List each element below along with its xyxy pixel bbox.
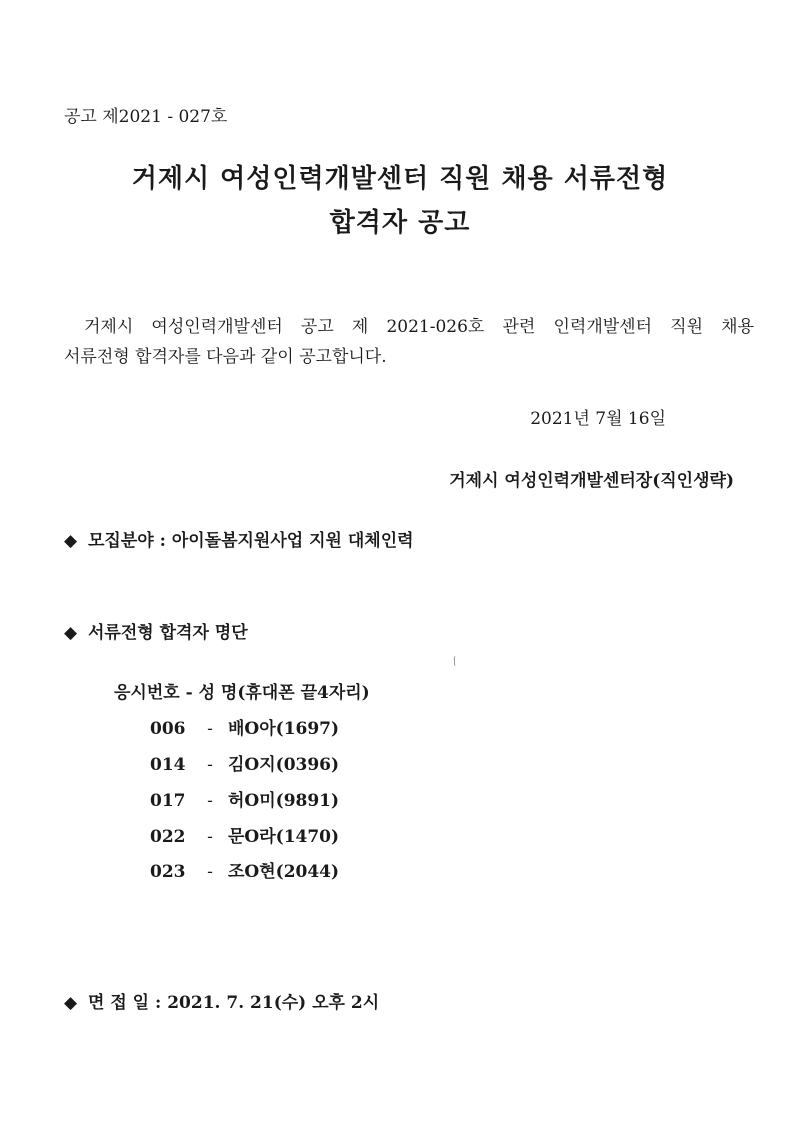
diamond-bullet-icon: ◆	[64, 531, 78, 551]
candidate-row	[150, 786, 339, 811]
candidate-number: 006	[150, 719, 186, 739]
candidate-name: 김O지(0396)	[228, 755, 340, 775]
candidate-list-header: 응시번호 - 성 명(휴대폰 끝4자리)	[114, 683, 370, 703]
notice-date: 2021년 7월 16일	[530, 409, 666, 429]
candidate-row	[150, 750, 339, 775]
candidate-list-section	[64, 618, 248, 643]
candidate-number: 017	[150, 791, 186, 811]
interview-date-text: 면 접 일 : 2021. 7. 21(수) 오후 2시	[88, 993, 380, 1013]
candidate-name: 허O미(9891)	[228, 791, 340, 811]
candidate-row	[150, 714, 339, 739]
candidate-name: 문O라(1470)	[228, 827, 340, 847]
candidate-name: 조O현(2044)	[228, 862, 340, 882]
recruitment-field-text: 모집분야 : 아이돌봄지원사업 지원 대체인력	[88, 531, 414, 551]
issuer: 거제시 여성인력개발센터장(직인생략)	[449, 471, 734, 491]
candidate-row	[150, 857, 339, 882]
candidate-list-title: 서류전형 합격자 명단	[88, 623, 248, 643]
candidate-dash: -	[207, 755, 213, 775]
interview-date-section	[64, 988, 379, 1013]
scan-mark	[454, 656, 458, 666]
candidate-number: 022	[150, 827, 186, 847]
candidate-number: 023	[150, 862, 186, 882]
candidate-dash: -	[207, 791, 213, 811]
recruitment-field-section	[64, 526, 414, 551]
candidate-dash: -	[207, 719, 213, 739]
candidate-dash: -	[207, 862, 213, 882]
body-paragraph-line2: 서류전형 합격자를 다음과 같이 공고합니다.	[64, 347, 387, 367]
candidate-row	[150, 822, 339, 847]
body-paragraph-line1: 거제시 여성인력개발센터 공고 제 2021-026호 관련 인력개발센터 직원 채용	[84, 317, 754, 337]
candidate-dash: -	[207, 827, 213, 847]
candidate-name: 배O아(1697)	[228, 719, 340, 739]
candidate-number: 014	[150, 755, 186, 775]
diamond-bullet-icon: ◆	[64, 993, 78, 1013]
diamond-bullet-icon: ◆	[64, 623, 78, 643]
page-title-line2: 합격자 공고	[329, 208, 471, 238]
page-title-line1: 거제시 여성인력개발센터 직원 채용 서류전형	[131, 164, 669, 194]
notice-number: 공고 제2021 - 027호	[64, 107, 228, 127]
